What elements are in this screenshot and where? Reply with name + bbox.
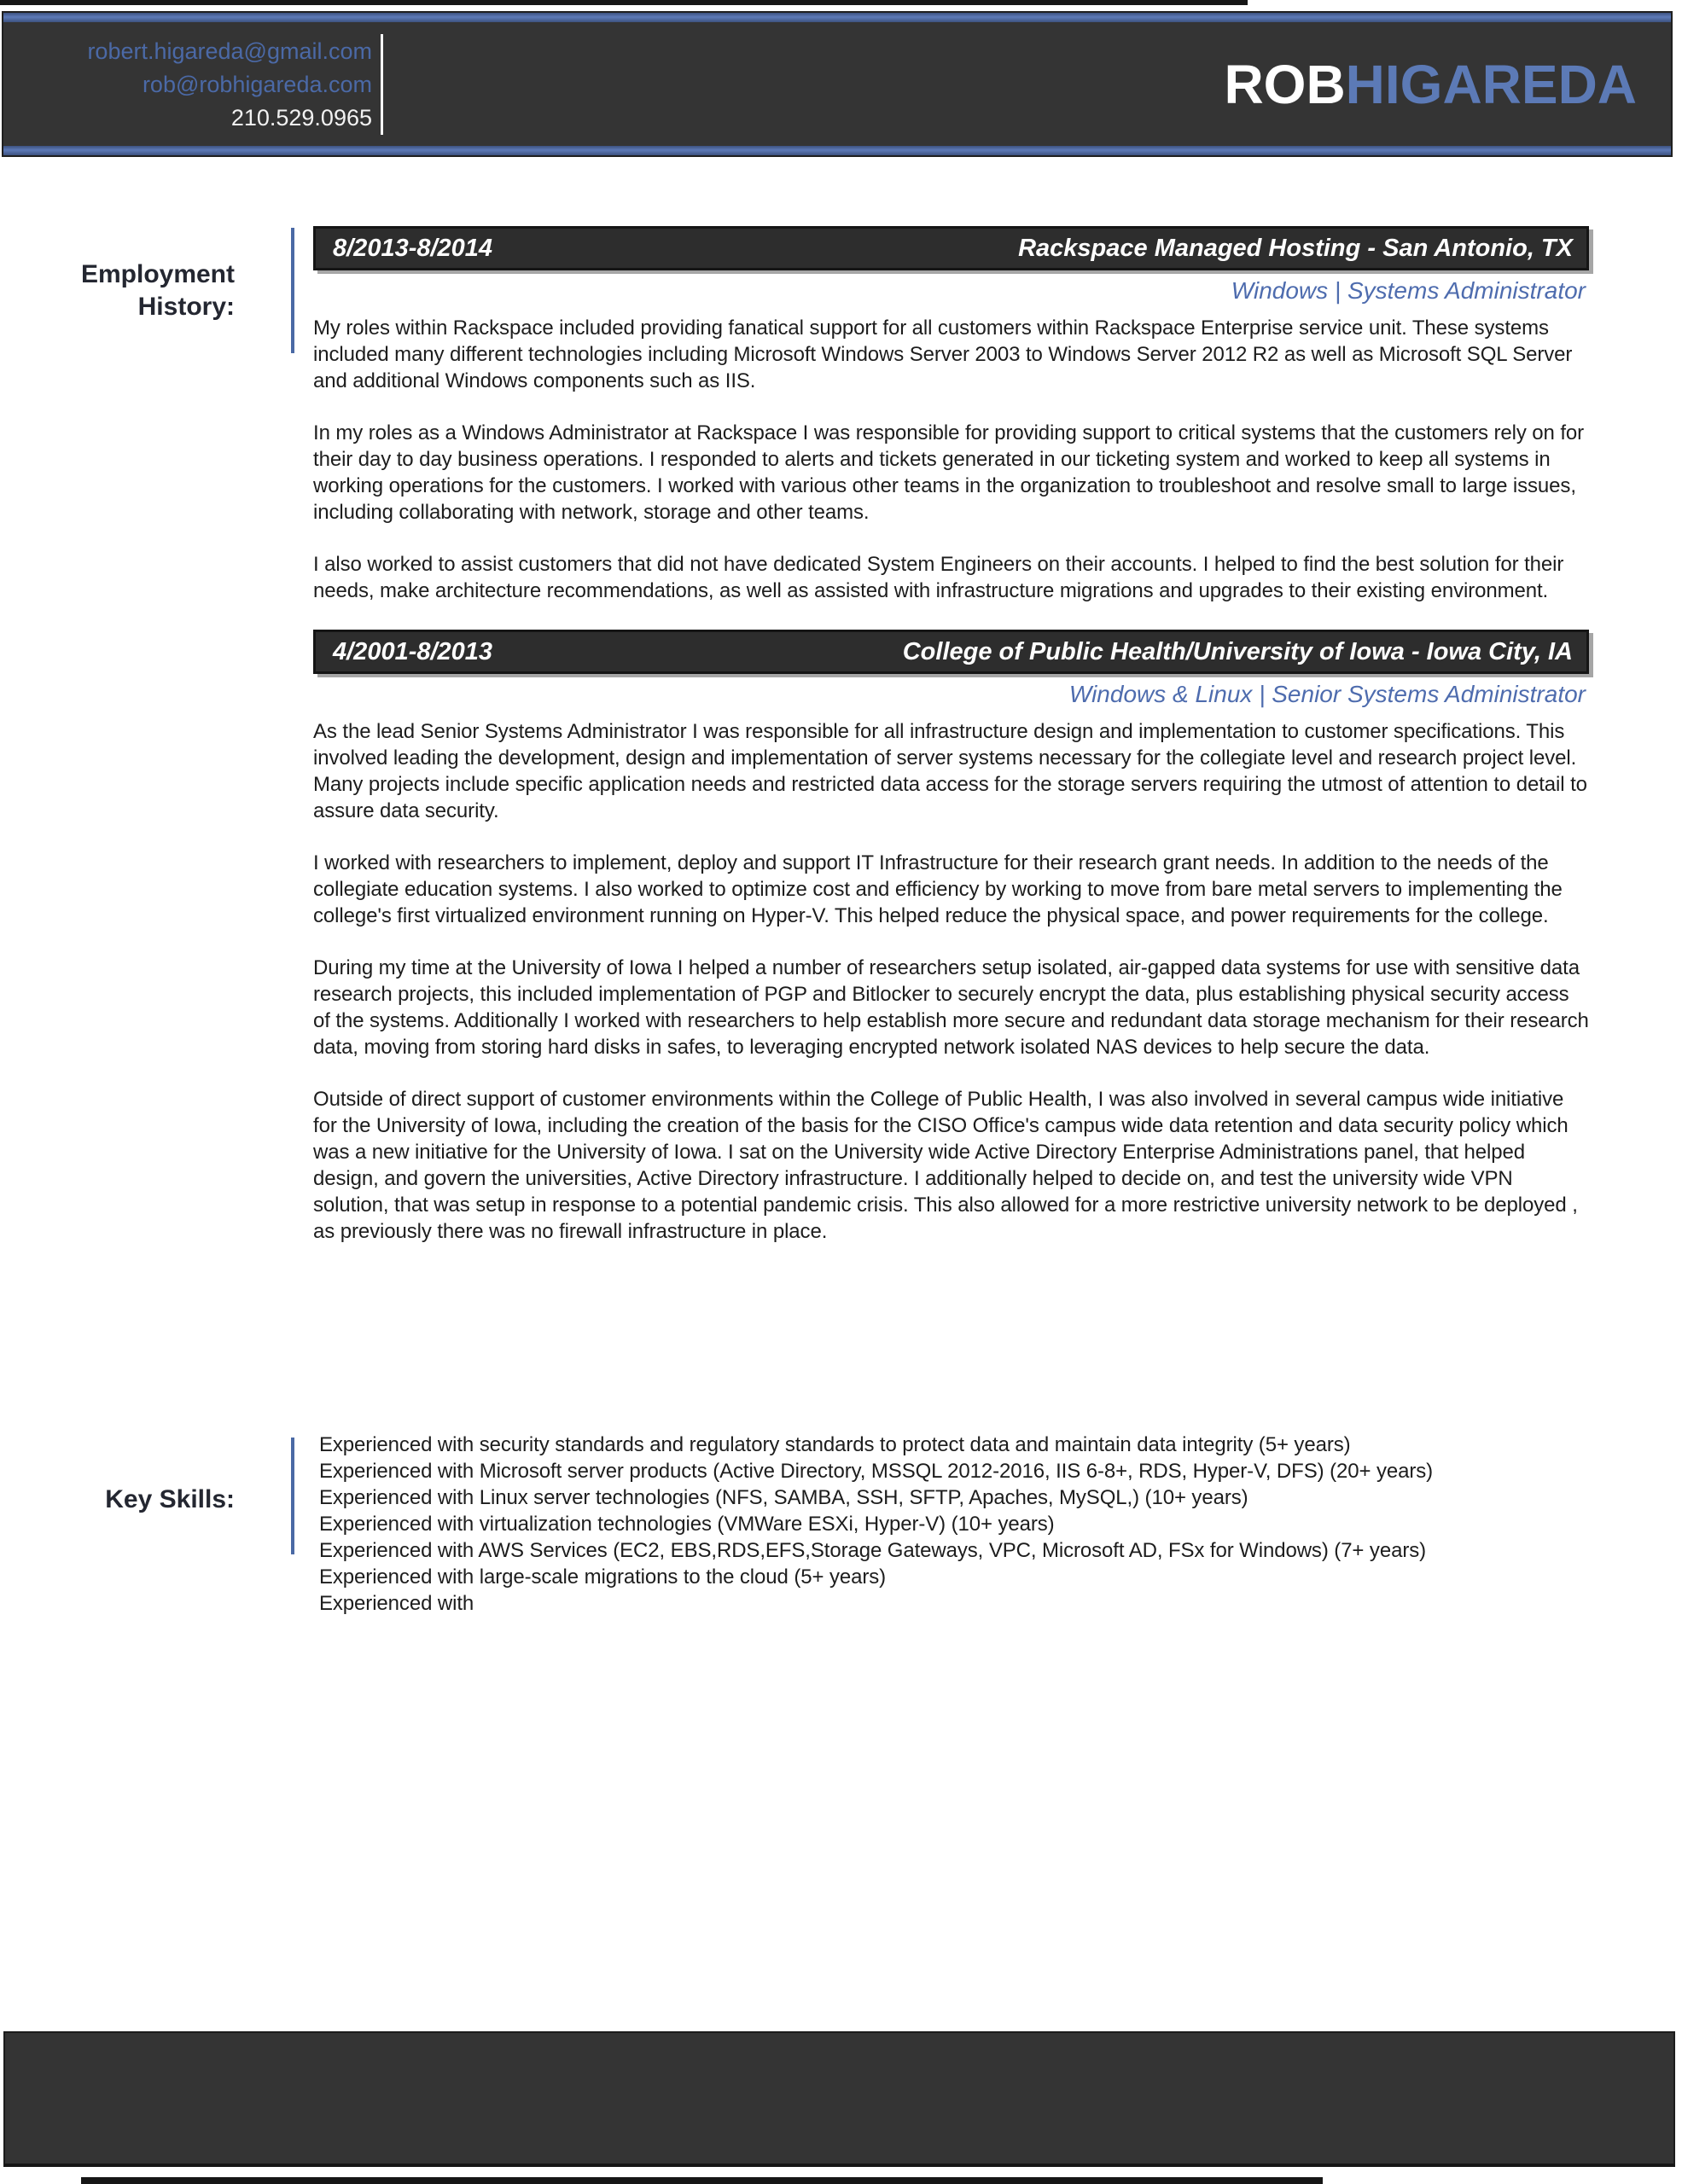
job-header-bar (313, 226, 1589, 270)
footer-bar (3, 2031, 1675, 2167)
skill-item: Experienced with large-scale migrations to the cloud (5+ years) (319, 1565, 887, 1589)
job-section-rackspace (313, 226, 1589, 604)
key-skills-label: Key Skills: (105, 1485, 235, 1513)
job-header-bar (313, 630, 1589, 674)
job-paragraph: During my time at the University of Iowa I helped a number of researchers setup isolated, air-gapped data systems for use with sensitive data research projects, this included implementation of PGP and Bitlocker to securely encrypt the data, plus establishing physical security access of the systems. Additionally I worked with researchers to help establish more secure and redundant data storage mechanism for their research data, moving from storing hard disks in safes, to leveraging encrypted network isolated NAS devices to help secure the data. (313, 956, 1589, 1059)
skill-item: Experienced with security standards and regulatory standards to protect data and maintain data integrity (5+ years) (319, 1433, 1351, 1456)
employment-accent-line (291, 228, 294, 353)
job-paragraph: As the lead Senior Systems Administrator I was responsible for all infrastructure design and implementation to customer specifications. This involved leading the development, design and implementation of server systems necessary for the collegiate level and research project level. Many projects include specific application needs and restricted data access for the storage servers requiring the utmost of attention to detail to assure data security. (313, 720, 1587, 822)
name-first: ROB (1224, 53, 1346, 115)
job-role: Windows & Linux | Senior Systems Administrator (1068, 681, 1586, 707)
job-company: College of Public Health/University of Iowa - Iowa City, IA (902, 637, 1573, 665)
name-logo (1224, 53, 1637, 116)
skills-list (319, 1432, 1608, 1617)
job-dates: 4/2001-8/2013 (333, 637, 493, 665)
skill-item: Experienced with AWS Services (EC2, EBS,RDS,EFS,Storage Gateways, VPC, Microsoft AD, FSx for Windows) (7+ years) (319, 1539, 1427, 1562)
skill-item: Experienced with virtualization technologies (VMWare ESXi, Hyper-V) (10+ years) (319, 1513, 1055, 1536)
job-section-university-of-iowa (313, 630, 1589, 1245)
contact-block (3, 33, 372, 135)
email-primary: robert.higareda@gmail.com (87, 38, 372, 64)
job-paragraph: I also worked to assist customers that did not have dedicated System Engineers on their accounts. I helped to find the best solution for their needs, make architecture recommendations, as well as assisted with infrastructure migrations and upgrades to their existing environment. (313, 553, 1564, 602)
page-top-edge (0, 0, 1248, 5)
employment-history-label-line2: History: (137, 293, 235, 321)
skill-item: Experienced with (319, 1592, 474, 1615)
header-accent-stripe-top (3, 13, 1671, 22)
header (2, 11, 1673, 157)
phone-number: 210.529.0965 (230, 105, 372, 131)
employment-history-label (51, 258, 235, 323)
job-paragraph: In my roles as a Windows Administrator at Rackspace I was responsible for providing support to critical systems that the customers rely on for their day to day business operations. I responded to alerts and tickets generated in our ticketing system and worked to keep all systems in working operations for the customers. I worked with various other teams in the organization to troubleshoot and resolve small to large issues, including collaborating with network, storage and other teams. (313, 421, 1585, 524)
name-last: HIGAREDA (1345, 53, 1637, 115)
job-dates: 8/2013-8/2014 (333, 234, 493, 262)
header-content (3, 22, 1671, 146)
skills-accent-line (291, 1438, 294, 1554)
employment-history-label-line1: Employment (80, 260, 235, 288)
skill-item: Experienced with Microsoft server products (Active Directory, MSSQL 2012-2016, IIS 6-8+, RDS, Hyper-V, DFS) (20+ years) (319, 1460, 1434, 1483)
header-accent-stripe-bottom (3, 146, 1671, 155)
main-content (313, 226, 1589, 1245)
job-paragraph: I worked with researchers to implement, deploy and support IT Infrastructure for their research grant needs. In addition to the needs of the collegiate education systems. I also worked to optimize cost and efficiency by working to move from bare metal servers to implementing the college's first virtualized environment running on Hyper-V. This helped reduce the physical space, and power requirements for the college. (313, 851, 1563, 927)
contact-divider (381, 34, 383, 135)
page-bottom-edge (81, 2177, 1323, 2184)
job-company: Rackspace Managed Hosting - San Antonio, TX (1018, 234, 1573, 262)
job-paragraph: My roles within Rackspace included providing fanatical support for all customers within Rackspace Enterprise service unit. These systems included many different technologies including Microsoft Windows Server 2003 to Windows Server 2012 R2 as well as Microsoft SQL Server and additional Windows components such as IIS. (313, 317, 1573, 392)
job-paragraph: Outside of direct support of customer environments within the College of Public Health, I was also involved in several campus wide initiative for the University of Iowa, including the creation of the basis for the CISO Office's campus wide data retention and data security policy which was a new initiative for the University of Iowa. I sat on the University wide Active Directory Enterprise Administrations panel, that helped design, and govern the universities, Active Directory infrastructure. I additionally helped to decide on, and test the university wide VPN solution, that was setup in response to a potential pandemic crisis. This also allowed for a more restrictive university network to be deployed , as previously there was no firewall infrastructure in place. (313, 1088, 1578, 1243)
skill-item: Experienced with Linux server technologies (NFS, SAMBA, SSH, SFTP, Apaches, MySQL,) (10+ years) (319, 1486, 1248, 1509)
email-secondary: rob@robhigareda.com (142, 72, 372, 97)
job-role: Windows | Systems Administrator (1231, 277, 1586, 304)
